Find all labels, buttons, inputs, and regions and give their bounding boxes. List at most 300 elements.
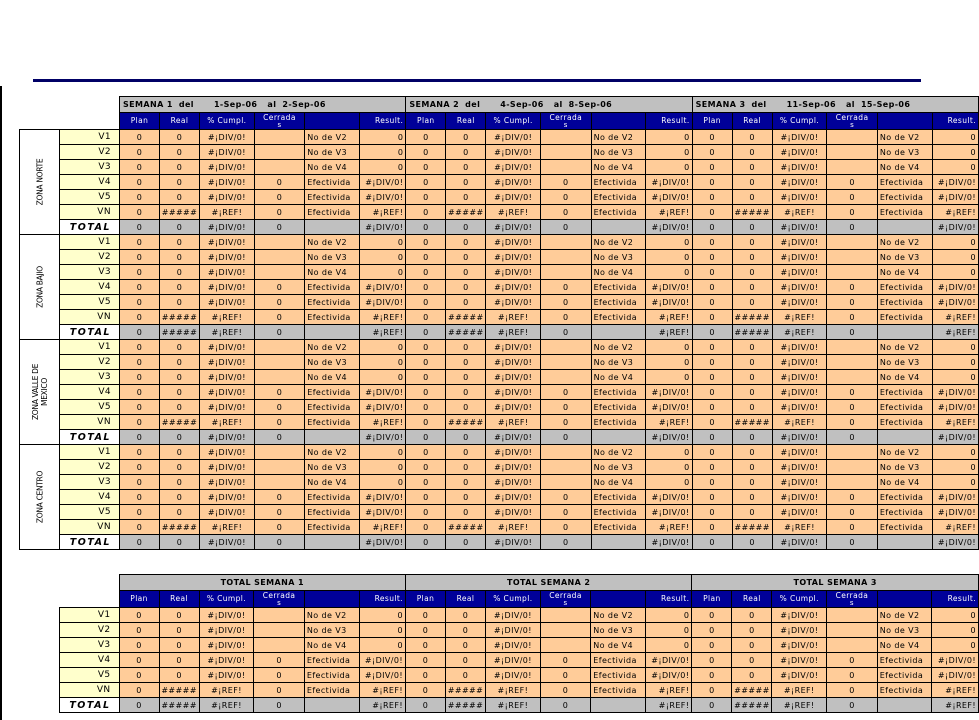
cumpl-value: #¡REF! <box>200 205 255 220</box>
table-row <box>20 280 979 295</box>
cumpl-value: #¡REF! <box>486 683 541 698</box>
real-value: 0 <box>732 295 772 310</box>
mid-value: No de V2 <box>591 340 646 355</box>
plan-value: 0 <box>120 325 160 340</box>
cerradas-value: 0 <box>541 535 592 550</box>
week-name: SEMANA 3 <box>695 100 746 109</box>
cerradas-value: 0 <box>827 175 878 190</box>
result-value: #¡DIV/0! <box>646 175 692 190</box>
real-value: ##### <box>446 520 486 535</box>
cumpl-value: #¡DIV/0! <box>486 235 541 250</box>
weekly-total-table <box>19 574 979 713</box>
plan-value: 0 <box>406 505 446 520</box>
cerradas-value: 0 <box>827 430 878 445</box>
plan-value: 0 <box>406 415 446 430</box>
plan-value: 0 <box>406 310 446 325</box>
plan-value: 0 <box>120 505 160 520</box>
column-header-real: Real <box>160 113 200 130</box>
table-row <box>19 638 979 653</box>
cerradas-value: 0 <box>541 430 592 445</box>
mid-value: No de V4 <box>877 638 932 653</box>
result-value: #¡DIV/0! <box>359 280 405 295</box>
real-value: 0 <box>732 145 772 160</box>
cerradas-line-2: s <box>277 120 282 129</box>
mid-value: No de V2 <box>591 130 646 145</box>
cerradas-value: 0 <box>827 415 878 430</box>
real-value: 0 <box>732 265 772 280</box>
result-value: #¡DIV/0! <box>646 430 692 445</box>
mid-value: Efectivida <box>877 683 932 698</box>
plan-value: 0 <box>120 340 160 355</box>
real-value: 0 <box>446 535 486 550</box>
plan-value: 0 <box>406 445 446 460</box>
mid-value: Efectivida <box>305 520 360 535</box>
real-value: ##### <box>446 205 486 220</box>
cumpl-value: #¡DIV/0! <box>772 355 827 370</box>
mid-value: Efectivida <box>877 490 932 505</box>
result-value: 0 <box>646 250 692 265</box>
week-del: del <box>178 100 194 109</box>
result-value: 0 <box>359 340 405 355</box>
plan-value: 0 <box>405 638 445 653</box>
cumpl-value: #¡REF! <box>772 205 827 220</box>
result-value: 0 <box>359 370 405 385</box>
real-value: ##### <box>160 520 200 535</box>
cerradas-value <box>541 340 592 355</box>
table-row <box>20 355 979 370</box>
cumpl-value: #¡REF! <box>486 310 541 325</box>
total-label: TOTAL <box>60 220 120 235</box>
result-value: 0 <box>932 355 978 370</box>
real-value: 0 <box>446 280 486 295</box>
column-header-cumpl: % Cumpl. <box>200 113 255 130</box>
plan-value: 0 <box>692 445 732 460</box>
row-label: VN <box>59 683 119 698</box>
cumpl-value: #¡DIV/0! <box>200 370 255 385</box>
mid-value: No de V4 <box>877 160 932 175</box>
cumpl-value: #¡DIV/0! <box>772 445 827 460</box>
plan-value: 0 <box>406 385 446 400</box>
cerradas-value: 0 <box>541 490 592 505</box>
real-value: 0 <box>732 535 772 550</box>
cerradas-value: 0 <box>540 683 591 698</box>
cerradas-value: 0 <box>827 505 878 520</box>
plan-value: 0 <box>120 475 160 490</box>
empty-cell <box>19 698 59 713</box>
plan-value: 0 <box>120 460 160 475</box>
plan-value: 0 <box>119 653 159 668</box>
cumpl-value: #¡DIV/0! <box>772 145 827 160</box>
result-value: 0 <box>646 475 692 490</box>
cumpl-value: #¡REF! <box>772 325 827 340</box>
real-value: 0 <box>732 280 772 295</box>
cumpl-value: #¡DIV/0! <box>486 623 541 638</box>
cumpl-value: #¡REF! <box>486 415 541 430</box>
cerradas-value <box>254 160 305 175</box>
mid-value <box>877 430 932 445</box>
plan-value: 0 <box>120 520 160 535</box>
plan-value: 0 <box>406 175 446 190</box>
real-value: 0 <box>732 668 772 683</box>
result-value: 0 <box>932 145 978 160</box>
total-label: TOTAL <box>60 430 120 445</box>
real-value: ##### <box>732 415 772 430</box>
column-header-cerradas <box>540 591 591 608</box>
mid-value: Efectivida <box>877 505 932 520</box>
real-value: ##### <box>160 205 200 220</box>
mid-value: No de V4 <box>591 160 646 175</box>
cumpl-value: #¡REF! <box>486 325 541 340</box>
real-value: ##### <box>160 325 200 340</box>
plan-value: 0 <box>406 160 446 175</box>
plan-value: 0 <box>119 698 159 713</box>
cumpl-value: #¡DIV/0! <box>772 608 827 623</box>
cumpl-value: #¡DIV/0! <box>199 623 254 638</box>
real-value: 0 <box>160 220 200 235</box>
real-value: 0 <box>446 265 486 280</box>
result-value: #¡DIV/0! <box>932 190 978 205</box>
result-value: 0 <box>359 145 405 160</box>
column-header-real: Real <box>445 591 485 608</box>
mid-value: Efectivida <box>877 400 932 415</box>
cerradas-value: 0 <box>254 190 305 205</box>
cumpl-value: #¡DIV/0! <box>772 265 827 280</box>
mid-value: Efectivida <box>305 175 360 190</box>
mid-value: No de V2 <box>591 608 646 623</box>
cerradas-value: 0 <box>541 415 592 430</box>
cerradas-value <box>827 460 878 475</box>
cumpl-value: #¡REF! <box>772 415 827 430</box>
mid-value: No de V3 <box>877 623 932 638</box>
result-value: #¡REF! <box>359 325 405 340</box>
table-row <box>20 460 979 475</box>
cumpl-value: #¡REF! <box>772 310 827 325</box>
plan-value: 0 <box>120 205 160 220</box>
week-al: al <box>553 100 563 109</box>
cumpl-value: #¡DIV/0! <box>199 653 254 668</box>
result-value: #¡DIV/0! <box>932 385 978 400</box>
mid-value: No de V2 <box>305 340 360 355</box>
cerradas-value: 0 <box>827 190 878 205</box>
week-total-header-row <box>19 575 979 591</box>
cerradas-value: 0 <box>541 505 592 520</box>
real-value: 0 <box>160 400 200 415</box>
plan-value: 0 <box>692 310 732 325</box>
column-header-result: Result. <box>359 591 405 608</box>
real-value: 0 <box>159 623 199 638</box>
mid-value: Efectivida <box>304 653 359 668</box>
cerradas-value <box>541 445 592 460</box>
cerradas-value: 0 <box>254 653 305 668</box>
mid-value: No de V4 <box>591 370 646 385</box>
plan-value: 0 <box>692 400 732 415</box>
mid-value: No de V4 <box>877 265 932 280</box>
column-header-result: Result. <box>359 113 405 130</box>
result-value: 0 <box>359 445 405 460</box>
empty-cell <box>19 683 59 698</box>
mid-value: Efectivida <box>877 415 932 430</box>
cumpl-value: #¡DIV/0! <box>200 235 255 250</box>
mid-value: Efectivida <box>877 190 932 205</box>
cumpl-value: #¡DIV/0! <box>772 385 827 400</box>
week-del: del <box>751 100 767 109</box>
result-value: #¡REF! <box>646 415 692 430</box>
column-header-cerradas <box>254 591 305 608</box>
real-value: 0 <box>732 130 772 145</box>
row-label: V3 <box>60 475 120 490</box>
mid-value: Efectivida <box>305 400 360 415</box>
plan-value: 0 <box>692 250 732 265</box>
mid-value: Efectivida <box>877 668 932 683</box>
cumpl-value: #¡DIV/0! <box>772 175 827 190</box>
real-value: 0 <box>732 653 772 668</box>
real-value: ##### <box>446 415 486 430</box>
cerradas-value: 0 <box>541 400 592 415</box>
result-value: 0 <box>359 235 405 250</box>
real-value: ##### <box>732 698 772 713</box>
result-value: #¡DIV/0! <box>359 295 405 310</box>
cerradas-value: 0 <box>541 190 592 205</box>
mid-value <box>877 325 932 340</box>
row-label: V5 <box>60 505 120 520</box>
cerradas-line-1: Cerrada <box>262 590 296 600</box>
result-value: #¡DIV/0! <box>359 220 405 235</box>
table-row <box>20 340 979 355</box>
mid-value: Efectivida <box>591 385 646 400</box>
result-value: #¡REF! <box>932 683 979 698</box>
table-row <box>20 235 979 250</box>
table-row <box>19 683 979 698</box>
mid-value: No de V4 <box>305 160 360 175</box>
result-value: 0 <box>359 608 405 623</box>
plan-value: 0 <box>406 130 446 145</box>
mid-value: No de V3 <box>591 145 646 160</box>
table-row <box>20 325 979 340</box>
real-value: 0 <box>160 490 200 505</box>
real-value: 0 <box>732 490 772 505</box>
cerradas-line-1: Cerrada <box>835 112 869 122</box>
real-value: 0 <box>732 638 772 653</box>
cerradas-value <box>827 370 878 385</box>
cerradas-value <box>827 445 878 460</box>
real-value: 0 <box>446 295 486 310</box>
plan-value: 0 <box>692 698 732 713</box>
cumpl-value: #¡DIV/0! <box>200 490 255 505</box>
plan-value: 0 <box>120 265 160 280</box>
column-header-cerradas <box>541 113 592 130</box>
cumpl-value: #¡DIV/0! <box>486 445 541 460</box>
mid-value: Efectivida <box>305 295 360 310</box>
cerradas-value <box>254 638 305 653</box>
column-header-result: Result. <box>646 591 692 608</box>
cumpl-value: #¡DIV/0! <box>200 190 255 205</box>
week-end: 15-Sep-06 <box>860 100 911 109</box>
column-header-cumpl: % Cumpl. <box>772 591 827 608</box>
cerradas-value: 0 <box>540 668 591 683</box>
mid-value: Efectivida <box>305 190 360 205</box>
mid-value: Efectivida <box>591 310 646 325</box>
mid-value: Efectivida <box>591 415 646 430</box>
plan-value: 0 <box>406 295 446 310</box>
cerradas-value <box>827 355 878 370</box>
cumpl-value: #¡DIV/0! <box>772 460 827 475</box>
column-header-cerradas <box>827 113 878 130</box>
real-value: 0 <box>732 250 772 265</box>
cumpl-value: #¡DIV/0! <box>486 145 541 160</box>
real-value: ##### <box>732 520 772 535</box>
plan-value: 0 <box>406 430 446 445</box>
plan-value: 0 <box>120 160 160 175</box>
row-label: V2 <box>60 145 120 160</box>
table-row <box>20 220 979 235</box>
real-value: 0 <box>446 490 486 505</box>
result-value: 0 <box>932 340 978 355</box>
table-row <box>20 415 979 430</box>
column-header-cumpl: % Cumpl. <box>772 113 827 130</box>
result-value: #¡DIV/0! <box>359 430 405 445</box>
cumpl-value: #¡DIV/0! <box>486 190 541 205</box>
cumpl-value: #¡DIV/0! <box>200 265 255 280</box>
empty-cell <box>19 653 59 668</box>
result-value: #¡DIV/0! <box>646 505 692 520</box>
real-value: 0 <box>446 145 486 160</box>
cerradas-value <box>541 370 592 385</box>
real-value: 0 <box>732 190 772 205</box>
plan-value: 0 <box>406 265 446 280</box>
real-value: ##### <box>732 683 772 698</box>
plan-value: 0 <box>406 490 446 505</box>
cerradas-value <box>827 608 878 623</box>
result-value: #¡REF! <box>646 325 692 340</box>
plan-value: 0 <box>692 295 732 310</box>
plan-value: 0 <box>406 280 446 295</box>
column-header-plan: Plan <box>405 591 445 608</box>
mid-value: Efectivida <box>591 280 646 295</box>
mid-value <box>591 698 646 713</box>
cerradas-value: 0 <box>541 205 592 220</box>
plan-value: 0 <box>692 505 732 520</box>
cumpl-value: #¡DIV/0! <box>772 653 827 668</box>
cerradas-value: 0 <box>254 415 305 430</box>
empty-cell <box>59 591 119 608</box>
cerradas-value: 0 <box>827 698 878 713</box>
week-name: SEMANA 1 <box>123 100 173 109</box>
cumpl-value: #¡DIV/0! <box>772 490 827 505</box>
mid-value: Efectivida <box>305 310 360 325</box>
real-value: 0 <box>732 160 772 175</box>
cerradas-value <box>254 340 305 355</box>
cumpl-value: #¡DIV/0! <box>200 385 255 400</box>
cumpl-value: #¡DIV/0! <box>199 668 254 683</box>
table-row <box>20 475 979 490</box>
result-value: #¡REF! <box>932 205 978 220</box>
real-value: 0 <box>732 623 772 638</box>
table-row <box>20 265 979 280</box>
cerradas-value <box>541 235 592 250</box>
column-header-blank <box>877 591 932 608</box>
table-row <box>20 385 979 400</box>
row-label: V4 <box>60 175 120 190</box>
mid-value: Efectivida <box>304 683 359 698</box>
empty-cell <box>59 575 119 591</box>
result-value: #¡DIV/0! <box>359 490 405 505</box>
plan-value: 0 <box>406 460 446 475</box>
real-value: 0 <box>160 340 200 355</box>
result-value: 0 <box>359 355 405 370</box>
empty-cell <box>19 608 59 623</box>
cumpl-value: #¡DIV/0! <box>486 668 541 683</box>
column-header-real: Real <box>732 113 772 130</box>
real-value: 0 <box>446 460 486 475</box>
mid-value <box>591 430 646 445</box>
result-value: #¡DIV/0! <box>932 490 978 505</box>
cumpl-value: #¡DIV/0! <box>200 535 255 550</box>
cerradas-value <box>540 638 591 653</box>
real-value: 0 <box>160 175 200 190</box>
cumpl-value: #¡REF! <box>199 683 254 698</box>
column-header-row <box>20 113 979 130</box>
real-value: 0 <box>732 235 772 250</box>
row-label: V3 <box>60 160 120 175</box>
cerradas-value <box>541 160 592 175</box>
mid-value: No de V2 <box>305 130 360 145</box>
real-value: 0 <box>446 355 486 370</box>
plan-value: 0 <box>692 325 732 340</box>
real-value: 0 <box>159 653 199 668</box>
mid-value <box>305 535 360 550</box>
week-header <box>120 97 406 113</box>
real-value: ##### <box>446 325 486 340</box>
cumpl-value: #¡DIV/0! <box>486 490 541 505</box>
result-value: #¡DIV/0! <box>359 505 405 520</box>
real-value: 0 <box>445 608 485 623</box>
mid-value <box>591 535 646 550</box>
cerradas-value: 0 <box>540 653 591 668</box>
cumpl-value: #¡DIV/0! <box>200 505 255 520</box>
result-value: #¡DIV/0! <box>932 220 978 235</box>
zone-label <box>20 340 60 445</box>
cumpl-value: #¡DIV/0! <box>486 265 541 280</box>
plan-value: 0 <box>406 145 446 160</box>
result-value: 0 <box>646 265 692 280</box>
mid-value: Efectivida <box>305 415 360 430</box>
real-value: ##### <box>445 698 485 713</box>
cumpl-value: #¡DIV/0! <box>199 608 254 623</box>
table-row <box>20 295 979 310</box>
mid-value: No de V3 <box>591 460 646 475</box>
result-value: #¡REF! <box>646 698 692 713</box>
column-header-blank <box>305 113 360 130</box>
real-value: ##### <box>160 415 200 430</box>
column-header-real: Real <box>159 591 199 608</box>
empty-cell <box>20 97 60 113</box>
mid-value: Efectivida <box>305 505 360 520</box>
real-value: 0 <box>446 160 486 175</box>
plan-value: 0 <box>692 160 732 175</box>
real-value: 0 <box>732 608 772 623</box>
real-value: 0 <box>445 638 485 653</box>
mid-value: No de V2 <box>877 608 932 623</box>
real-value: 0 <box>159 638 199 653</box>
mid-value: No de V4 <box>591 475 646 490</box>
table-row <box>19 668 979 683</box>
mid-value: No de V2 <box>591 235 646 250</box>
column-header-real: Real <box>732 591 772 608</box>
cumpl-value: #¡DIV/0! <box>772 340 827 355</box>
cerradas-value: 0 <box>254 175 305 190</box>
mid-value: Efectivida <box>305 205 360 220</box>
mid-value: No de V4 <box>305 475 360 490</box>
